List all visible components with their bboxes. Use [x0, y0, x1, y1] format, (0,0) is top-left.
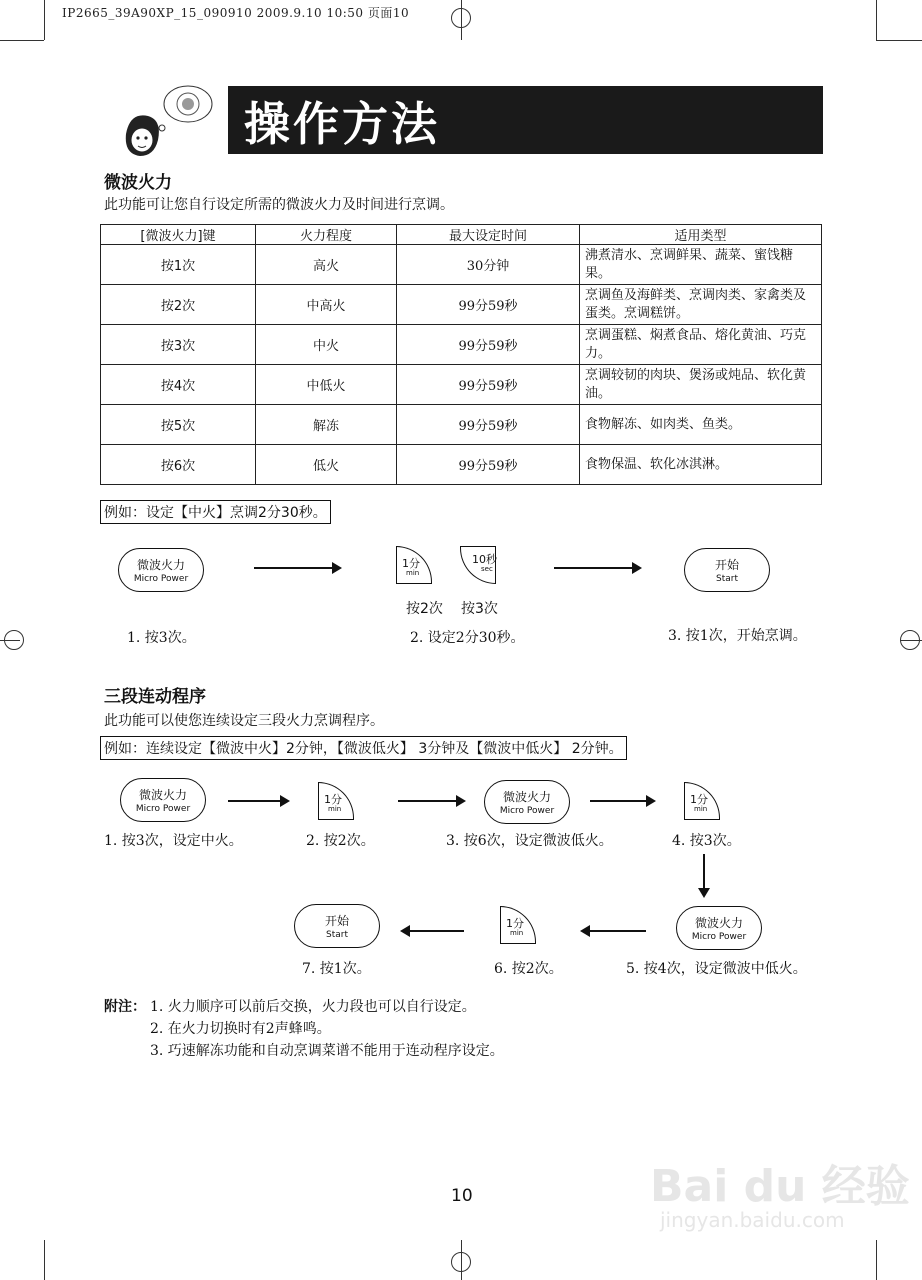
registration-mark — [451, 1252, 471, 1272]
button-label: 1分 — [506, 917, 524, 930]
crop-mark — [44, 0, 45, 40]
step-caption: 7. 按1次。 — [302, 961, 371, 977]
table-row — [101, 325, 822, 365]
table-header: 适用类型 — [580, 225, 822, 245]
table-row — [101, 365, 822, 405]
table-cell: 99分59秒 — [397, 405, 580, 445]
table-row — [101, 445, 822, 485]
table-cell: 沸煮清水、烹调鲜果、蔬菜、蜜饯糖果。 — [580, 245, 822, 285]
button-label-en: Start — [326, 930, 348, 940]
arrow-left-icon — [582, 930, 646, 932]
crop-mark — [876, 0, 877, 40]
crop-mark — [876, 40, 922, 41]
button-label-en: Micro Power — [135, 804, 191, 814]
button-label: 开始 — [324, 914, 349, 928]
registration-mark — [4, 630, 24, 650]
button-label-en: min — [510, 929, 524, 937]
step-caption: 3. 按1次，开始烹调。 — [668, 628, 807, 644]
arrow-right-icon — [254, 567, 340, 569]
table-cell: 按4次 — [101, 365, 256, 405]
page-title: 操作方法 — [244, 97, 440, 151]
button-label-en: Micro Power — [133, 574, 189, 584]
button-label-en: min — [406, 569, 420, 577]
arrow-right-icon — [398, 800, 464, 802]
note-item: 3. 巧速解冻功能和自动烹调菜谱不能用于连动程序设定。 — [150, 1043, 504, 1059]
one-minute-button[interactable] — [684, 782, 720, 820]
step-caption: 1. 按3次。 — [127, 630, 196, 646]
ten-second-button[interactable] — [460, 546, 496, 584]
table-cell: 按6次 — [101, 445, 256, 485]
one-minute-button[interactable] — [318, 782, 354, 820]
chef-mascot-icon — [118, 82, 218, 162]
section-intro: 此功能可以使您连续设定三段火力烹调程序。 — [104, 713, 384, 729]
arrow-left-icon — [402, 930, 464, 932]
crop-mark — [876, 1240, 877, 1280]
table-row — [101, 285, 822, 325]
button-label: 微波火力 — [694, 916, 743, 930]
table-cell: 按3次 — [101, 325, 256, 365]
table-cell: 按5次 — [101, 405, 256, 445]
power-level-table — [100, 224, 822, 485]
button-label: 1分 — [324, 793, 342, 806]
table-header: 火力程度 — [256, 225, 397, 245]
table-cell: 烹调鱼及海鲜类、烹调肉类、家禽类及蛋类。烹调糕饼。 — [580, 285, 822, 325]
table-row — [101, 405, 822, 445]
crop-mark — [44, 1240, 45, 1280]
table-cell: 烹调蛋糕、焖煮食品、熔化黄油、巧克力。 — [580, 325, 822, 365]
button-label: 1分 — [690, 793, 708, 806]
button-label: 开始 — [714, 558, 739, 572]
step-caption: 5. 按4次，设定微波中低火。 — [626, 961, 807, 977]
button-label-en: Start — [716, 574, 738, 584]
notes-label: 附注： — [104, 999, 146, 1015]
button-label: 微波火力 — [502, 790, 551, 804]
example-box-1: 例如：设定【中火】烹调2分30秒。 — [100, 500, 331, 524]
table-cell: 30分钟 — [397, 245, 580, 285]
table-cell: 烹调较韧的肉块、煲汤或炖品、软化黄油。 — [580, 365, 822, 405]
table-cell: 按1次 — [101, 245, 256, 285]
table-cell: 食物保温、软化冰淇淋。 — [580, 445, 822, 485]
crop-mark — [0, 40, 44, 41]
step-caption: 4. 按3次。 — [672, 833, 741, 849]
table-cell: 中火 — [256, 325, 397, 365]
button-label-en: min — [328, 805, 342, 813]
button-label-en: min — [694, 805, 708, 813]
table-cell: 中低火 — [256, 365, 397, 405]
press-min-caption: 按2次 — [406, 601, 443, 617]
table-header: 最大设定时间 — [397, 225, 580, 245]
arrow-right-icon — [590, 800, 654, 802]
start-button[interactable] — [294, 904, 380, 948]
one-minute-button[interactable] — [500, 906, 536, 944]
page-number: 10 — [451, 1186, 473, 1206]
start-button[interactable] — [684, 548, 770, 592]
table-cell: 低火 — [256, 445, 397, 485]
watermark-url: jingyan.baidu.com — [660, 1208, 845, 1232]
micro-power-button[interactable] — [676, 906, 762, 950]
table-cell: 99分59秒 — [397, 365, 580, 405]
button-label: 1分 — [402, 557, 420, 570]
step-caption: 3. 按6次，设定微波低火。 — [446, 833, 613, 849]
print-header: IP2665_39A90XP_15_090910 2009.9.10 10:50 页面10 — [62, 6, 410, 20]
table-cell: 中高火 — [256, 285, 397, 325]
section-heading-multi-stage: 三段连动程序 — [104, 687, 206, 707]
table-header: [微波火力]键 — [101, 225, 256, 245]
micro-power-button[interactable] — [118, 548, 204, 592]
button-label-en: Micro Power — [499, 806, 555, 816]
table-cell: 解冻 — [256, 405, 397, 445]
section-intro: 此功能可让您自行设定所需的微波火力及时间进行烹调。 — [104, 197, 454, 213]
table-row — [101, 245, 822, 285]
example-box-2: 例如：连续设定【微波中火】2分钟，【微波低火】 3分钟及【微波中低火】 2分钟。 — [100, 736, 627, 760]
button-label: 10秒 — [472, 553, 497, 566]
step-caption: 1. 按3次，设定中火。 — [104, 833, 243, 849]
registration-mark — [451, 8, 471, 28]
button-label: 微波火力 — [138, 788, 187, 802]
button-label: 微波火力 — [136, 558, 185, 572]
table-cell: 高火 — [256, 245, 397, 285]
table-cell: 99分59秒 — [397, 325, 580, 365]
button-label-en: sec — [481, 565, 493, 573]
step-caption: 2. 设定2分30秒。 — [410, 630, 525, 646]
table-cell: 99分59秒 — [397, 285, 580, 325]
step-caption: 2. 按2次。 — [306, 833, 375, 849]
arrow-down-icon — [703, 854, 705, 896]
press-sec-caption: 按3次 — [461, 601, 498, 617]
note-item: 2. 在火力切换时有2声蜂鸣。 — [150, 1021, 331, 1037]
arrow-right-icon — [554, 567, 640, 569]
micro-power-button[interactable] — [484, 780, 570, 824]
section-heading-micro-power: 微波火力 — [104, 173, 172, 193]
table-cell: 食物解冻、如肉类、鱼类。 — [580, 405, 822, 445]
table-cell: 按2次 — [101, 285, 256, 325]
button-label-en: Micro Power — [691, 932, 747, 942]
one-minute-button[interactable] — [396, 546, 432, 584]
registration-mark — [900, 630, 920, 650]
watermark-logo: Bai du 经验 — [650, 1161, 910, 1212]
micro-power-button[interactable] — [120, 778, 206, 822]
arrow-right-icon — [228, 800, 288, 802]
table-header-row — [101, 225, 822, 245]
note-item: 1. 火力顺序可以前后交换，火力段也可以自行设定。 — [150, 999, 476, 1015]
table-cell: 99分59秒 — [397, 445, 580, 485]
step-caption: 6. 按2次。 — [494, 961, 563, 977]
